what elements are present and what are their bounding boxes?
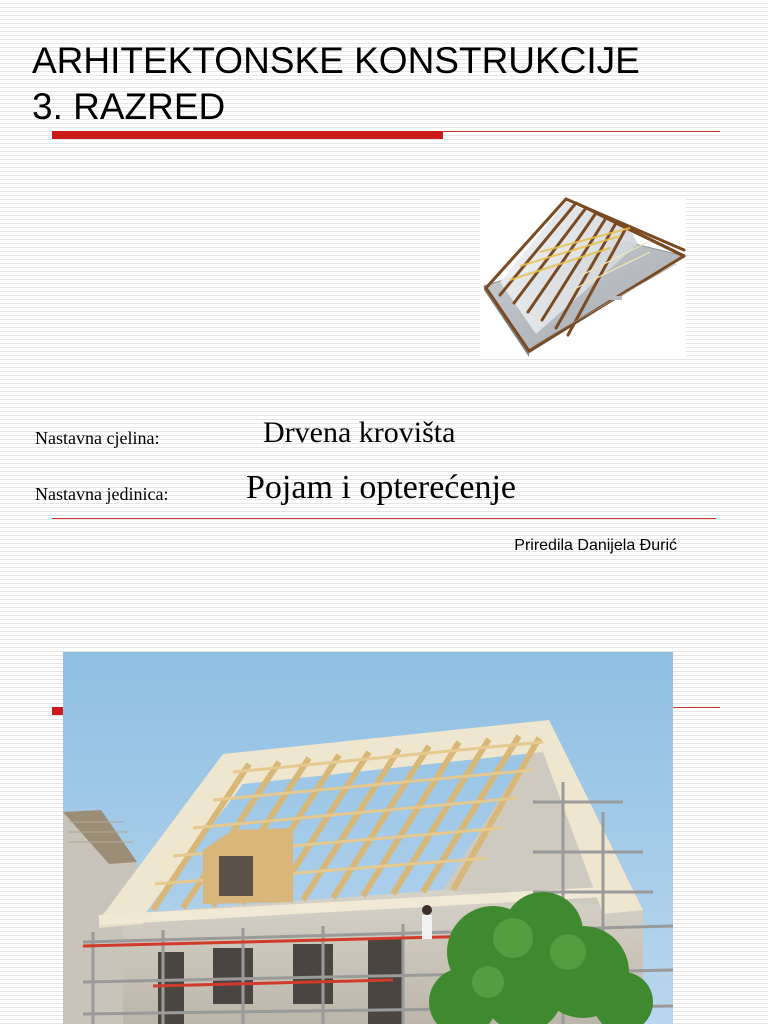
slide-title-line-2: 3. RAZRED [32,86,226,127]
author-credit: Priredila Danijela Đurić [514,537,677,554]
unit-area-value: Drvena krovišta [263,416,456,449]
slide-title-line-1: ARHITEKTONSKE KONSTRUKCIJE [32,40,640,81]
house-construction-photo [63,652,673,1024]
divider-line [52,518,716,519]
roof-truss-illustration [480,196,686,359]
photo-accent-line [672,707,720,708]
title-accent-line [443,131,720,132]
unit-lesson-value: Pojam i opterećenje [246,469,517,506]
unit-area-label: Nastavna cjelina: [35,428,160,448]
unit-lesson-label: Nastavna jedinica: [35,484,169,504]
title-accent-bar [52,131,443,139]
